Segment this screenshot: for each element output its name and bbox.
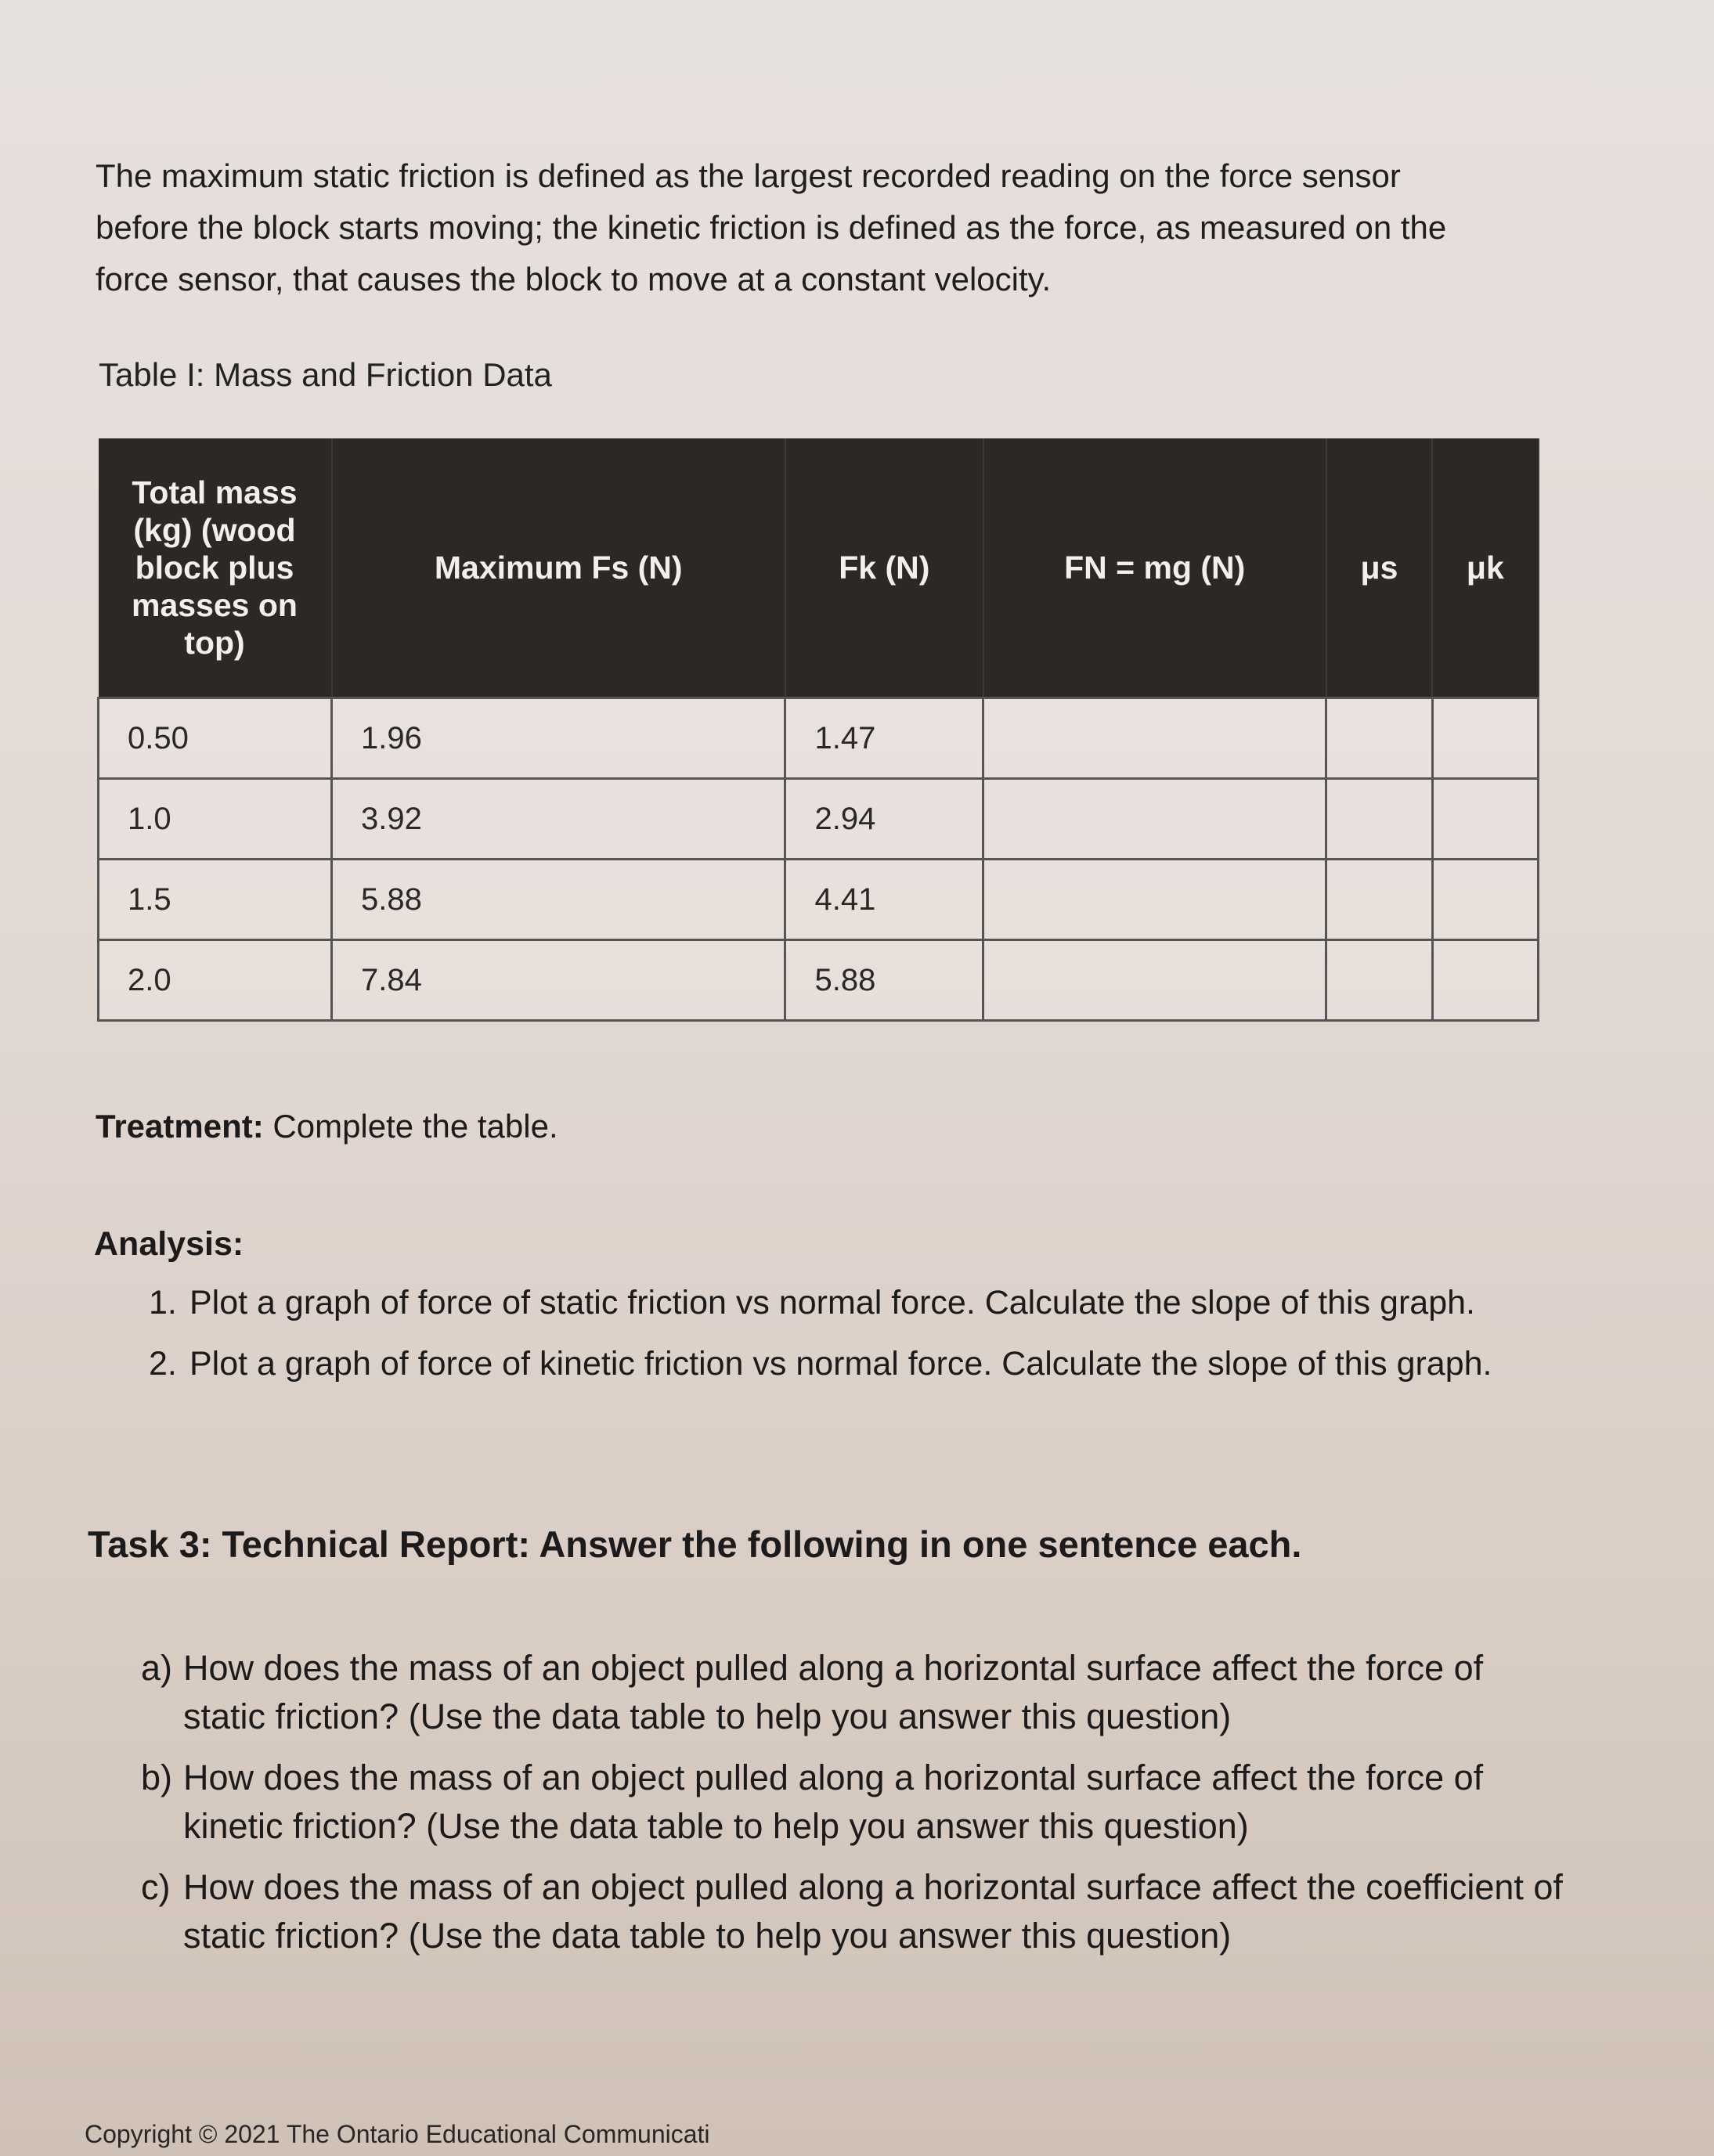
cell-fn-blank[interactable] xyxy=(983,860,1326,940)
header-mu-s: μs xyxy=(1326,438,1432,698)
cell-mu-k-blank[interactable] xyxy=(1432,779,1538,860)
question-text: How does the mass of an object pulled along a horizontal surface affect the coefficient of static friction? (Use the data table to help you answer this question) xyxy=(183,1867,1563,1956)
item-number: 2. xyxy=(149,1345,177,1383)
list-item xyxy=(149,1280,1558,1325)
treatment-text: Complete the table. xyxy=(263,1108,558,1145)
header-fk: Fk (N) xyxy=(785,438,983,698)
question-letter: b) xyxy=(141,1758,173,1797)
questions-list xyxy=(141,1644,1574,1973)
cell-mass: 1.0 xyxy=(99,779,332,860)
cell-fn-blank[interactable] xyxy=(983,940,1326,1021)
item-number: 1. xyxy=(149,1284,177,1321)
item-text: Plot a graph of force of kinetic friction vs normal force. Calculate the slope of this graph. xyxy=(189,1345,1492,1383)
cell-max-fs: 1.96 xyxy=(332,698,785,779)
mass-friction-table xyxy=(97,438,1539,1022)
cell-mu-s-blank[interactable] xyxy=(1326,940,1432,1021)
cell-mass: 1.5 xyxy=(99,860,332,940)
cell-mu-s-blank[interactable] xyxy=(1326,779,1432,860)
analysis-heading: Analysis: xyxy=(94,1225,244,1263)
table-row xyxy=(99,779,1539,860)
cell-fk: 5.88 xyxy=(785,940,983,1021)
list-item xyxy=(149,1341,1558,1386)
question-letter: c) xyxy=(141,1867,171,1907)
cell-mu-k-blank[interactable] xyxy=(1432,698,1538,779)
header-mu-k: μk xyxy=(1432,438,1538,698)
list-item xyxy=(141,1644,1574,1741)
analysis-list xyxy=(149,1280,1558,1402)
treatment-label: Treatment: xyxy=(96,1108,264,1145)
header-max-fs: Maximum Fs (N) xyxy=(332,438,785,698)
cell-mu-s-blank[interactable] xyxy=(1326,860,1432,940)
list-item xyxy=(141,1863,1574,1960)
cell-mu-s-blank[interactable] xyxy=(1326,698,1432,779)
intro-paragraph: The maximum static friction is defined as the largest recorded reading on the force sensor before the block starts moving; the kinetic friction is defined as the force, as measured on the force sensor, that causes the block to move at a constant velocity. xyxy=(96,157,1447,297)
cell-mass: 0.50 xyxy=(99,698,332,779)
cell-mu-k-blank[interactable] xyxy=(1432,940,1538,1021)
cell-max-fs: 5.88 xyxy=(332,860,785,940)
table-row xyxy=(99,940,1539,1021)
task-heading: Task 3: Technical Report: Answer the following in one sentence each. xyxy=(88,1523,1302,1565)
cell-fn-blank[interactable] xyxy=(983,698,1326,779)
list-item xyxy=(141,1754,1574,1851)
question-text: How does the mass of an object pulled along a horizontal surface affect the force of kinetic friction? (Use the data table to help you answer this question) xyxy=(183,1758,1484,1846)
header-total-mass: Total mass (kg) (wood block plus masses on top) xyxy=(99,438,332,698)
item-text: Plot a graph of force of static friction vs normal force. Calculate the slope of this graph. xyxy=(189,1284,1475,1321)
header-fn: FN = mg (N) xyxy=(983,438,1326,698)
table-caption: Table I: Mass and Friction Data xyxy=(99,356,552,393)
cell-fk: 4.41 xyxy=(785,860,983,940)
table-row xyxy=(99,860,1539,940)
cell-max-fs: 3.92 xyxy=(332,779,785,860)
cell-fk: 2.94 xyxy=(785,779,983,860)
cell-max-fs: 7.84 xyxy=(332,940,785,1021)
cell-fn-blank[interactable] xyxy=(983,779,1326,860)
copyright-footer: Copyright © 2021 The Ontario Educational Communicati xyxy=(85,2120,710,2148)
treatment-line xyxy=(96,1108,558,1145)
table-row xyxy=(99,698,1539,779)
question-text: How does the mass of an object pulled along a horizontal surface affect the force of static friction? (Use the data table to help you answer this question) xyxy=(183,1648,1484,1736)
question-letter: a) xyxy=(141,1648,173,1688)
cell-mu-k-blank[interactable] xyxy=(1432,860,1538,940)
table-header-row xyxy=(99,438,1539,698)
cell-mass: 2.0 xyxy=(99,940,332,1021)
cell-fk: 1.47 xyxy=(785,698,983,779)
